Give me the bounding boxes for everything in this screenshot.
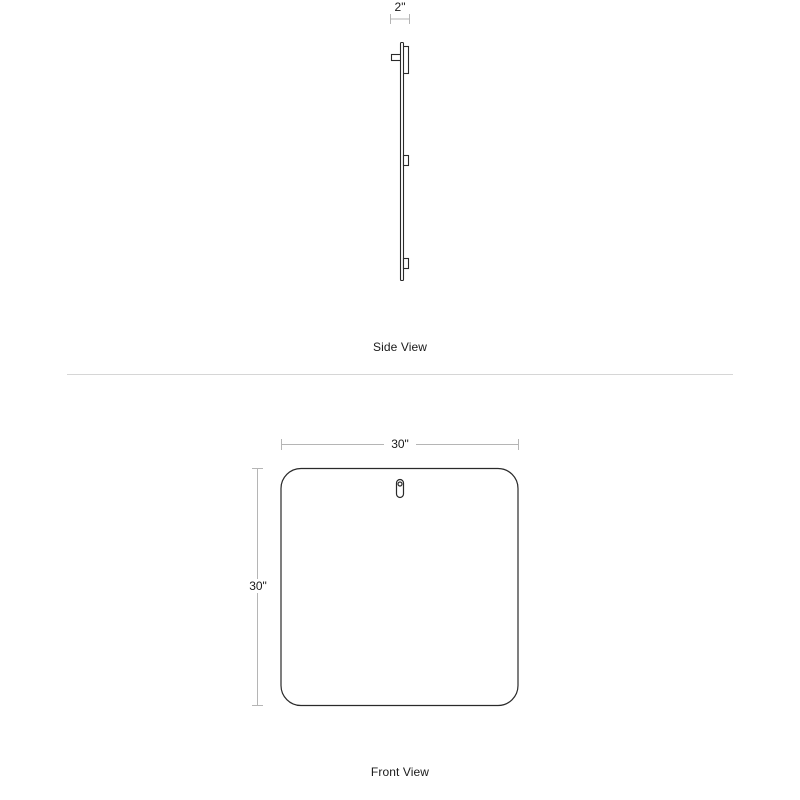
mirror-face — [281, 469, 518, 706]
slot-hole — [398, 482, 402, 486]
front-view-mirror — [281, 469, 518, 706]
bumper-upper — [404, 156, 409, 166]
front-width-label: 30" — [384, 437, 416, 451]
front-height-label: 30" — [243, 579, 273, 593]
front-view-label: Front View — [370, 765, 430, 779]
side-view-mirror — [392, 43, 409, 281]
side-view-label: Side View — [372, 340, 428, 354]
side-depth-dimension — [391, 14, 410, 24]
view-divider — [67, 374, 733, 375]
bumper-lower — [404, 259, 409, 269]
side-depth-label: 2" — [394, 0, 406, 14]
